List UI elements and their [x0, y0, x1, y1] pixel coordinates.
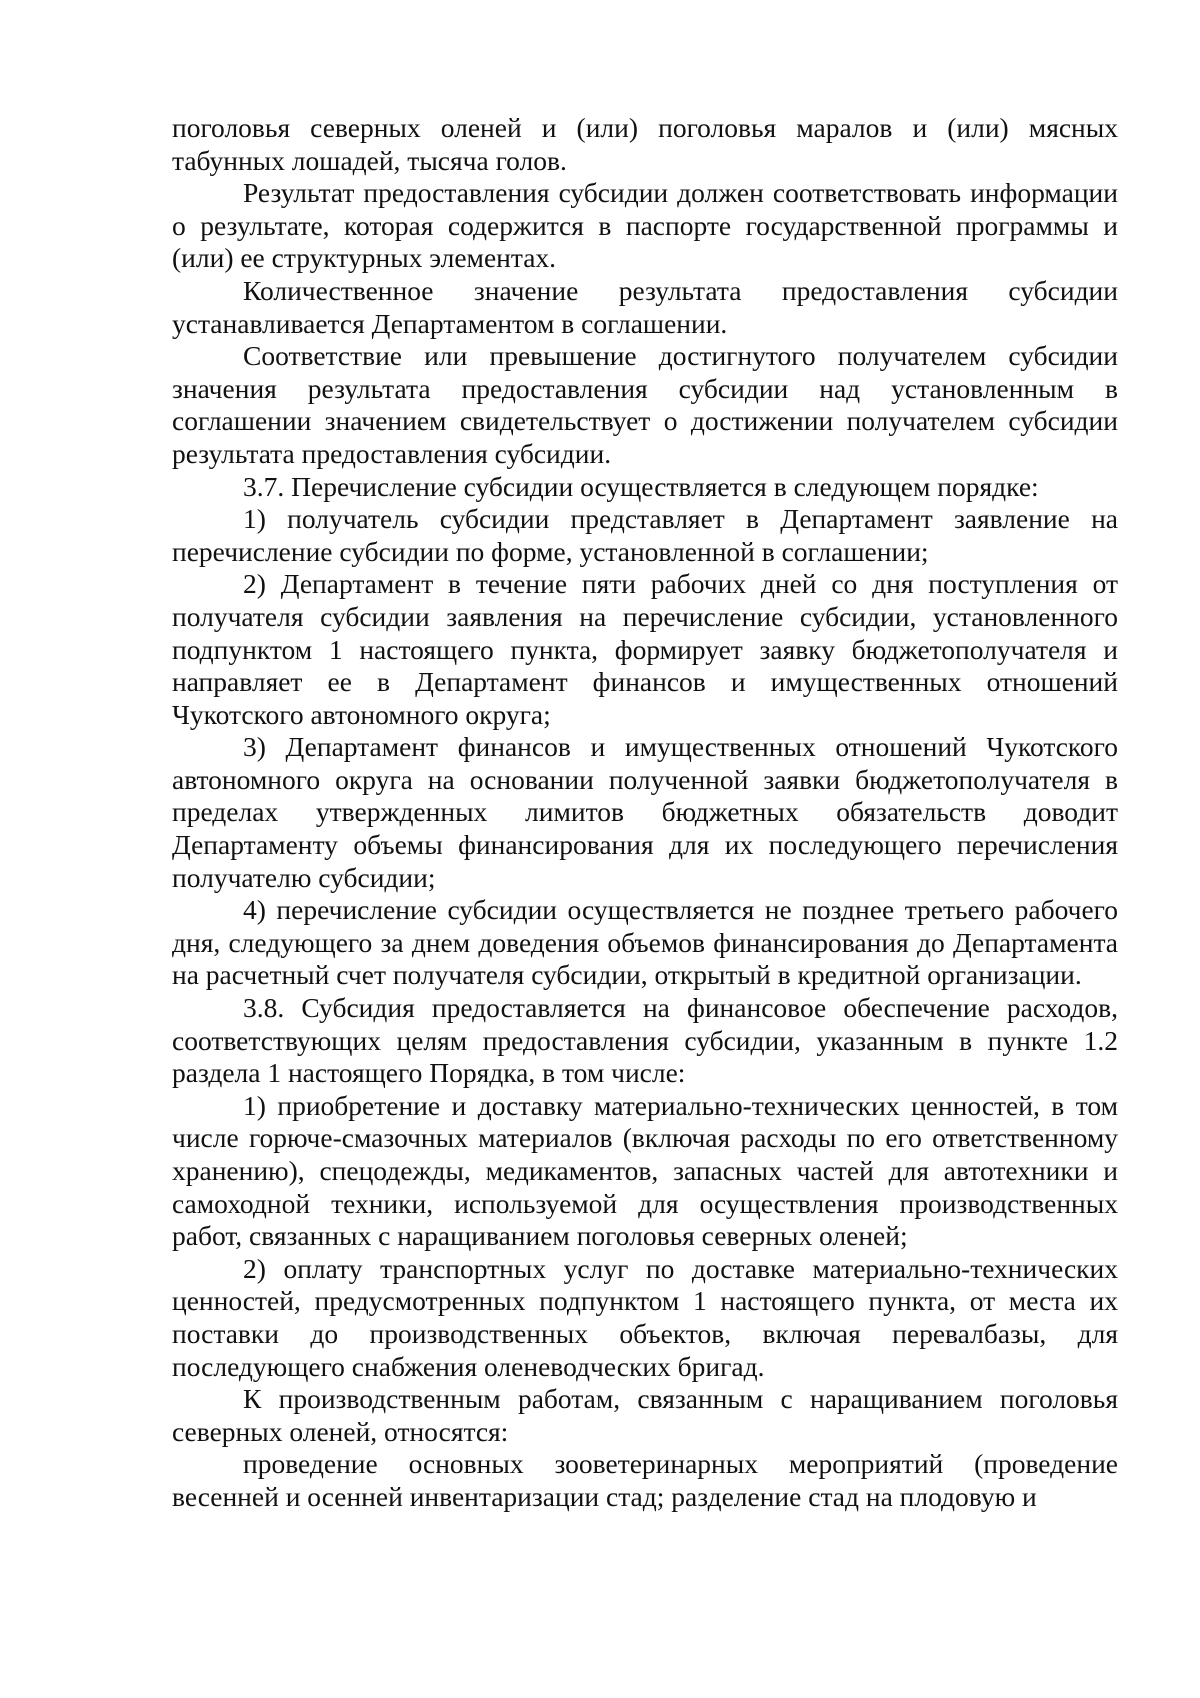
paragraph-3-7-item-1: 1) получатель субсидии представляет в Департамент заявление на перечисление субсидии по форме, установленной в соглашении; [172, 503, 1118, 567]
paragraph-3-7-item-3: 3) Департамент финансов и имущественных отношений Чукотского автономного округа на основании полученной заявки бюджетополучателя в пределах утвержденных лимитов бюджетных обязательств доводит Департаменту объемы финансирования для их последующего перечисления получателю субсидии; [172, 731, 1118, 893]
paragraph-result-quantity: Количественное значение результата предоставления субсидии устанавливается Департаментом в соглашении. [172, 274, 1118, 339]
paragraph-3-7-item-2: 2) Департамент в течение пяти рабочих дней со дня поступления от получателя субсидии заявления на перечисление субсидии, установленного подпунктом 1 настоящего пункта, формирует заявку бюджетополучателя и направляет ее в Департамент финансов и имущественных отношений Чукотского автономного округа; [172, 568, 1118, 730]
paragraph-zooveterinary-measures: проведение основных зооветеринарных мероприятий (проведение весенней и осенней инвентаризации стад; разделение стад на плодовую и [172, 1448, 1118, 1512]
paragraph-production-works: К производственным работам, связанным с наращиванием поголовья северных оленей, относятся: [172, 1383, 1118, 1447]
paragraph-3-8: 3.8. Субсидия предоставляется на финансовое обеспечение расходов, соответствующих целям предоставления субсидии, указанным в пункте 1.2 раздела 1 настоящего Порядка, в том числе: [172, 992, 1118, 1089]
paragraph-result-requirement: Результат предоставления субсидии должен соответствовать информации о результате, которая содержится в паспорте государственной программы и (или) ее структурных элементах. [172, 177, 1118, 274]
document-page [172, 112, 1118, 1514]
paragraph-continuation: поголовья северных оленей и (или) поголовья маралов и (или) мясных табунных лошадей, тысяча голов. [172, 112, 1118, 176]
paragraph-3-7-item-4: 4) перечисление субсидии осуществляется не позднее третьего рабочего дня, следующего за днем доведения объемов финансирования до Департамента на расчетный счет получателя субсидии, открытый в кредитной организации. [172, 894, 1118, 991]
paragraph-3-8-item-2: 2) оплату транспортных услуг по доставке материально-технических ценностей, предусмотренных подпунктом 1 настоящего пункта, от места их поставки до производственных объектов, включая перевалбазы, для последующего снабжения оленеводческих бригад. [172, 1252, 1118, 1382]
paragraph-result-achievement: Соответствие или превышение достигнутого получателем субсидии значения результата предоставления субсидии над установленным в соглашении значением свидетельствует о достижении получателем субсидии результата предоставления субсидии. [172, 340, 1118, 469]
paragraph-3-7: 3.7. Перечисление субсидии осуществляется в следующем порядке: [243, 470, 1039, 502]
paragraph-3-8-item-1: 1) приобретение и доставку материально-технических ценностей, в том числе горюче-смазочных материалов (включая расходы по его ответственному хранению), спецодежды, медикаментов, запасных частей для автотехники и самоходной техники, используемой для осуществления производственных работ, связанных с наращиванием поголовья северных оленей; [172, 1089, 1118, 1252]
